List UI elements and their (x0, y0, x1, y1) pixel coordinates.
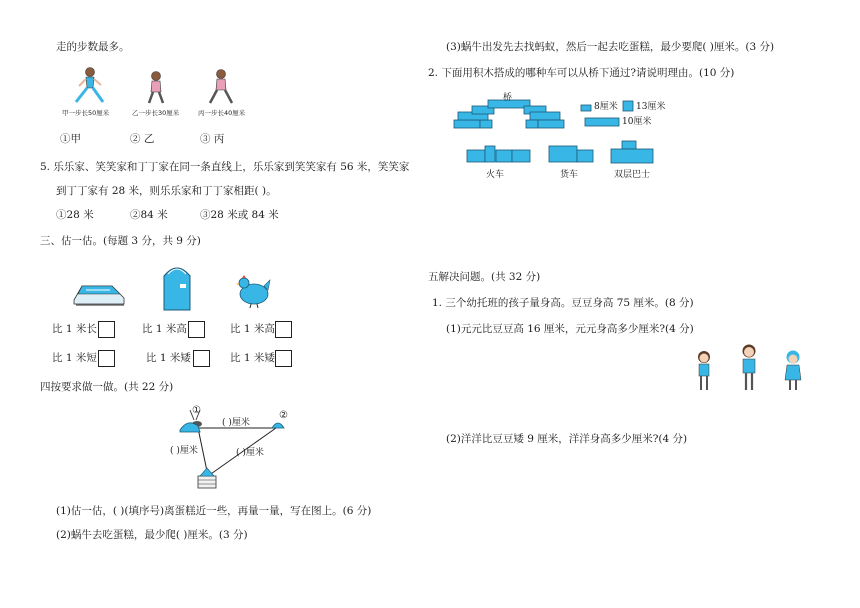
measure-block-8cm-icon (580, 104, 592, 112)
door-image (162, 262, 192, 312)
walker-yi-figure (141, 70, 171, 106)
door-shorter-label: 比 1 米矮 (146, 352, 191, 364)
block-label-8cm: 8厘米 (594, 102, 618, 112)
block-label-13cm: 13厘米 (636, 102, 666, 112)
q5-option-3: ③28 米或 84 米 (200, 209, 279, 221)
section-3-title: 三、估一估。(每题 3 分，共 9 分) (40, 235, 201, 247)
bus-label: 双层巴士 (614, 170, 651, 180)
ant-number-label: ① (192, 405, 201, 416)
train-label: 火车 (486, 170, 505, 180)
q1-part-2: (2)洋洋比豆豆矮 9 厘米，洋洋身高多少厘米?(4 分) (446, 433, 688, 445)
q4-part-3: (3)蜗牛出发先去找蚂蚁，然后一起去吃蛋糕，最少要爬( )厘米。(3 分) (446, 41, 775, 53)
q4-part-2: (2)蜗牛去吃蛋糕，最少爬( )厘米。(3 分) (56, 529, 248, 541)
train-vehicle-diagram (466, 144, 532, 166)
walker-caption-jia: 甲一步长50厘米 (62, 109, 110, 117)
chicken-taller-label: 比 1 米高 (230, 323, 275, 335)
q1-title: 1. 三个幼托班的孩子量身高。豆豆身高 75 厘米。(8 分) (432, 297, 694, 309)
chicken-taller-checkbox[interactable] (275, 321, 292, 338)
q5-option-1: ①28 米 (56, 209, 94, 221)
walker-bing-figure (204, 68, 238, 106)
q4-option-1: ①甲 (60, 133, 81, 145)
double-decker-bus-diagram (610, 140, 654, 166)
walker-jia-figure (70, 66, 110, 106)
train-longer-label: 比 1 米长 (52, 323, 97, 335)
ladybug-icon (272, 423, 284, 428)
truck-vehicle-diagram (548, 144, 594, 166)
cake-icon (198, 468, 216, 488)
q2-title: 2. 下面用积木搭成的哪种车可以从桥下通过?请说明理由。(10 分) (428, 67, 735, 79)
q5-line-1: 5. 乐乐家、笑笑家和丁丁家在同一条直线上，乐乐家到笑笑家有 56 米，笑笑家 (40, 161, 410, 173)
ladybug-number-label: ② (279, 410, 288, 421)
train-shorter-label: 比 1 米短 (52, 352, 97, 364)
child-yuanyuan-figure (738, 344, 760, 392)
q1-part-1: (1)元元比豆豆高 16 厘米，元元身高多少厘米?(4 分) (446, 323, 694, 335)
measure-block-10cm-icon (584, 117, 620, 127)
chicken-image (236, 274, 272, 308)
bridge-label: 桥 (503, 93, 513, 103)
block-label-10cm: 10厘米 (622, 117, 652, 127)
q5-option-2: ②84 米 (130, 209, 168, 221)
q4-tail-text: 走的步数最多。 (56, 41, 130, 53)
section-4-title: 四按要求做一做。(共 22 分) (40, 381, 174, 393)
train-image (72, 278, 126, 308)
q4-option-2: ② 乙 (130, 133, 155, 145)
right-distance-label: ( )厘米 (236, 448, 264, 458)
train-longer-checkbox[interactable] (98, 321, 115, 338)
q4-part-1: (1)估一估，( )(填序号)离蛋糕近一些，再量一量，写在图上。(6 分) (56, 505, 372, 517)
child-yangyang-figure (782, 350, 804, 392)
child-doudou-figure (694, 350, 714, 392)
q4-option-3: ③ 丙 (200, 133, 225, 145)
top-distance-label: ( )厘米 (222, 418, 250, 428)
section-5-title: 五解决问题。(共 32 分) (428, 271, 541, 283)
walker-caption-yi: 乙一步长30厘米 (132, 109, 180, 117)
measure-block-13cm-icon (622, 100, 634, 112)
door-taller-label: 比 1 米高 (142, 323, 187, 335)
chicken-shorter-checkbox[interactable] (275, 350, 292, 367)
train-shorter-checkbox[interactable] (98, 350, 115, 367)
walker-caption-bing: 丙一步长40厘米 (198, 109, 246, 117)
truck-label: 货车 (560, 170, 579, 180)
left-distance-label: ( )厘米 (170, 446, 198, 456)
chicken-shorter-label: 比 1 米矮 (230, 352, 275, 364)
q5-line-2: 到丁丁家有 28 米，则乐乐家和丁丁家相距( )。 (56, 185, 277, 197)
door-shorter-checkbox[interactable] (193, 350, 210, 367)
door-taller-checkbox[interactable] (188, 321, 205, 338)
